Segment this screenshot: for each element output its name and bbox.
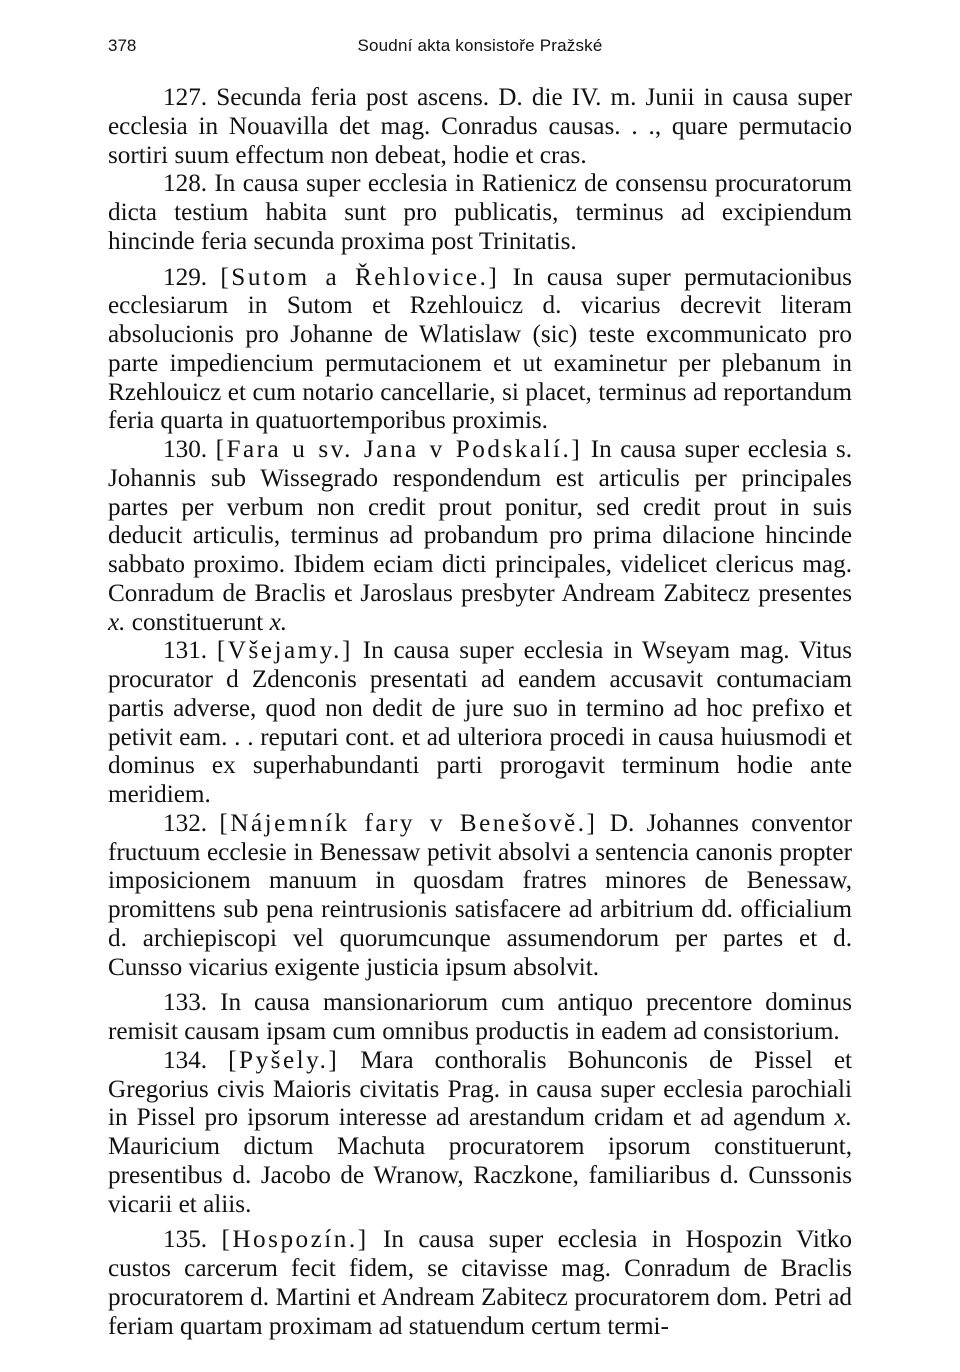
entry-134 bbox=[108, 1047, 852, 1220]
place-heading: [Hospozín.] bbox=[221, 1226, 369, 1254]
entry-number: 129. bbox=[163, 263, 208, 291]
document-body bbox=[108, 84, 852, 1341]
running-title: Soudní akta konsistoře Pražské bbox=[357, 36, 603, 55]
place-heading: [Nájemník fary v Benešově.] bbox=[219, 809, 598, 837]
entry-number: 127. bbox=[163, 84, 208, 111]
entry-number: 134. bbox=[163, 1046, 208, 1074]
entry-text: In causa mansionariorum cum antiquo precentore dominus remisit causam ipsam cum omnibus productis in eadem ad consistorium. bbox=[108, 989, 853, 1045]
page-header bbox=[108, 36, 852, 62]
entry-text: In causa super ecclesia in Wseyam mag. Vitus procurator d Zdenconis presentati ad eandem accusavit contumaciam partis adverse, quod non dedit de jure suo in termino ad hoc prefixo et petivit eam. . . reputari cont. et ad ulteriora procedi in causa huiusmodi et dominus ex superhabundanti parti prorogavit terminum hodie ante meridiem. bbox=[108, 637, 853, 808]
entry-130 bbox=[108, 436, 852, 637]
entry-133 bbox=[108, 989, 852, 1047]
entry-number: 135. bbox=[163, 1226, 208, 1254]
entry-text: In causa super ecclesia in Ratienicz de consensu procuratorum dicta testium habita sunt pro publicatis, terminus ad excipiendum hincinde feria secunda proxima post Trinitatis. bbox=[108, 170, 853, 255]
entry-number: 128. bbox=[163, 170, 208, 198]
abbreviation-mark: x. bbox=[108, 608, 126, 636]
entry-text: In causa super ecclesia in Hospozin Vitko custos carcerum fecit fidem, se citavisse mag. Conradum de Braclis procuratorem d. Martini et Andream Zabitecz procuratorem dom. Petri ad feriam quartam proximam ad statuendum certum termi- bbox=[108, 1226, 852, 1340]
place-heading: [Fara u sv. Jana v Podskalí.] bbox=[215, 436, 583, 463]
abbreviation-mark: x. bbox=[269, 608, 288, 636]
entry-text-continued: constituerunt bbox=[131, 608, 264, 636]
place-heading: [Všejamy.] bbox=[216, 637, 353, 665]
page-number: 378 bbox=[108, 36, 137, 55]
entry-text: Secunda feria post ascens. D. die IV. m. Junii in causa super ecclesia in Nouavilla det mag. Conradus causas. . ., quare permutacio sortiri suum effectum non debeat, hodie et cras. bbox=[108, 84, 852, 169]
entry-135 bbox=[108, 1226, 852, 1341]
entry-number: 131. bbox=[163, 637, 208, 665]
place-heading: [Pyšely.] bbox=[228, 1046, 340, 1074]
entry-text: In causa super ecclesia s. Johannis sub Wissegrado respondendum est articulis per principales partes per verbum non credit prout ponitur, sed credit prout in suis deducit articulis, terminus ad probandum pro prima dilacione hincinde sabbato proximo. Ibidem eciam dicti principales, videlicet clericus mag. Conradum de Braclis et Jaroslaus presbyter Andream Zabitecz presentes bbox=[108, 436, 853, 607]
entry-text-continued: Mauricium dictum Machuta procuratorem ipsorum constituerunt, presentibus d. Jacobo de Wranow, Raczkone, familiaribus d. Cunssonis vicarii et aliis. bbox=[108, 1133, 852, 1218]
entry-text: In causa super permutacionibus ecclesiarum in Sutom et Rzehlouicz d. vicarius decrevit literam absolucionis pro Johanne de Wlatislaw (sic) teste excommunicato pro parte impediencium permutacionem et ut examinetur per plebanum in Rzehlouicz et cum notario cancellarie, si placet, terminus ad reportandum feria quarta in quatuortemporibus proximis. bbox=[108, 263, 852, 435]
place-heading: [Sutom a Řehlovice.] bbox=[220, 263, 500, 291]
entry-128 bbox=[108, 170, 852, 256]
entry-text: D. Johannes conventor fructuum ecclesie in Benessaw petivit absolvi a sentencia canonis propter imposicionem manuum in quosdam fratres minores de Benessaw, promittens sub pena reintrusionis satisfacere ad arbitrium dd. officialium d. archiepiscopi vel quorumcunque assumendorum per partes et d. Cunsso vicarius exigente justicia ipsum absolvit. bbox=[108, 809, 852, 981]
entry-129 bbox=[108, 264, 852, 437]
entry-131 bbox=[108, 637, 852, 810]
entry-text: Mara conthoralis Bohunconis de Pissel et Gregorius civis Maioris civitatis Prag. in causa super ecclesia parochiali in Pissel pro ipsorum interesse ad arestandum cridam et ad agendum bbox=[108, 1046, 852, 1132]
entry-number: 130. bbox=[163, 436, 208, 463]
entry-number: 133. bbox=[163, 989, 208, 1017]
entry-132 bbox=[108, 810, 852, 983]
abbreviation-mark: x. bbox=[834, 1104, 852, 1132]
entry-number: 132. bbox=[163, 809, 208, 837]
entry-127 bbox=[108, 84, 852, 170]
